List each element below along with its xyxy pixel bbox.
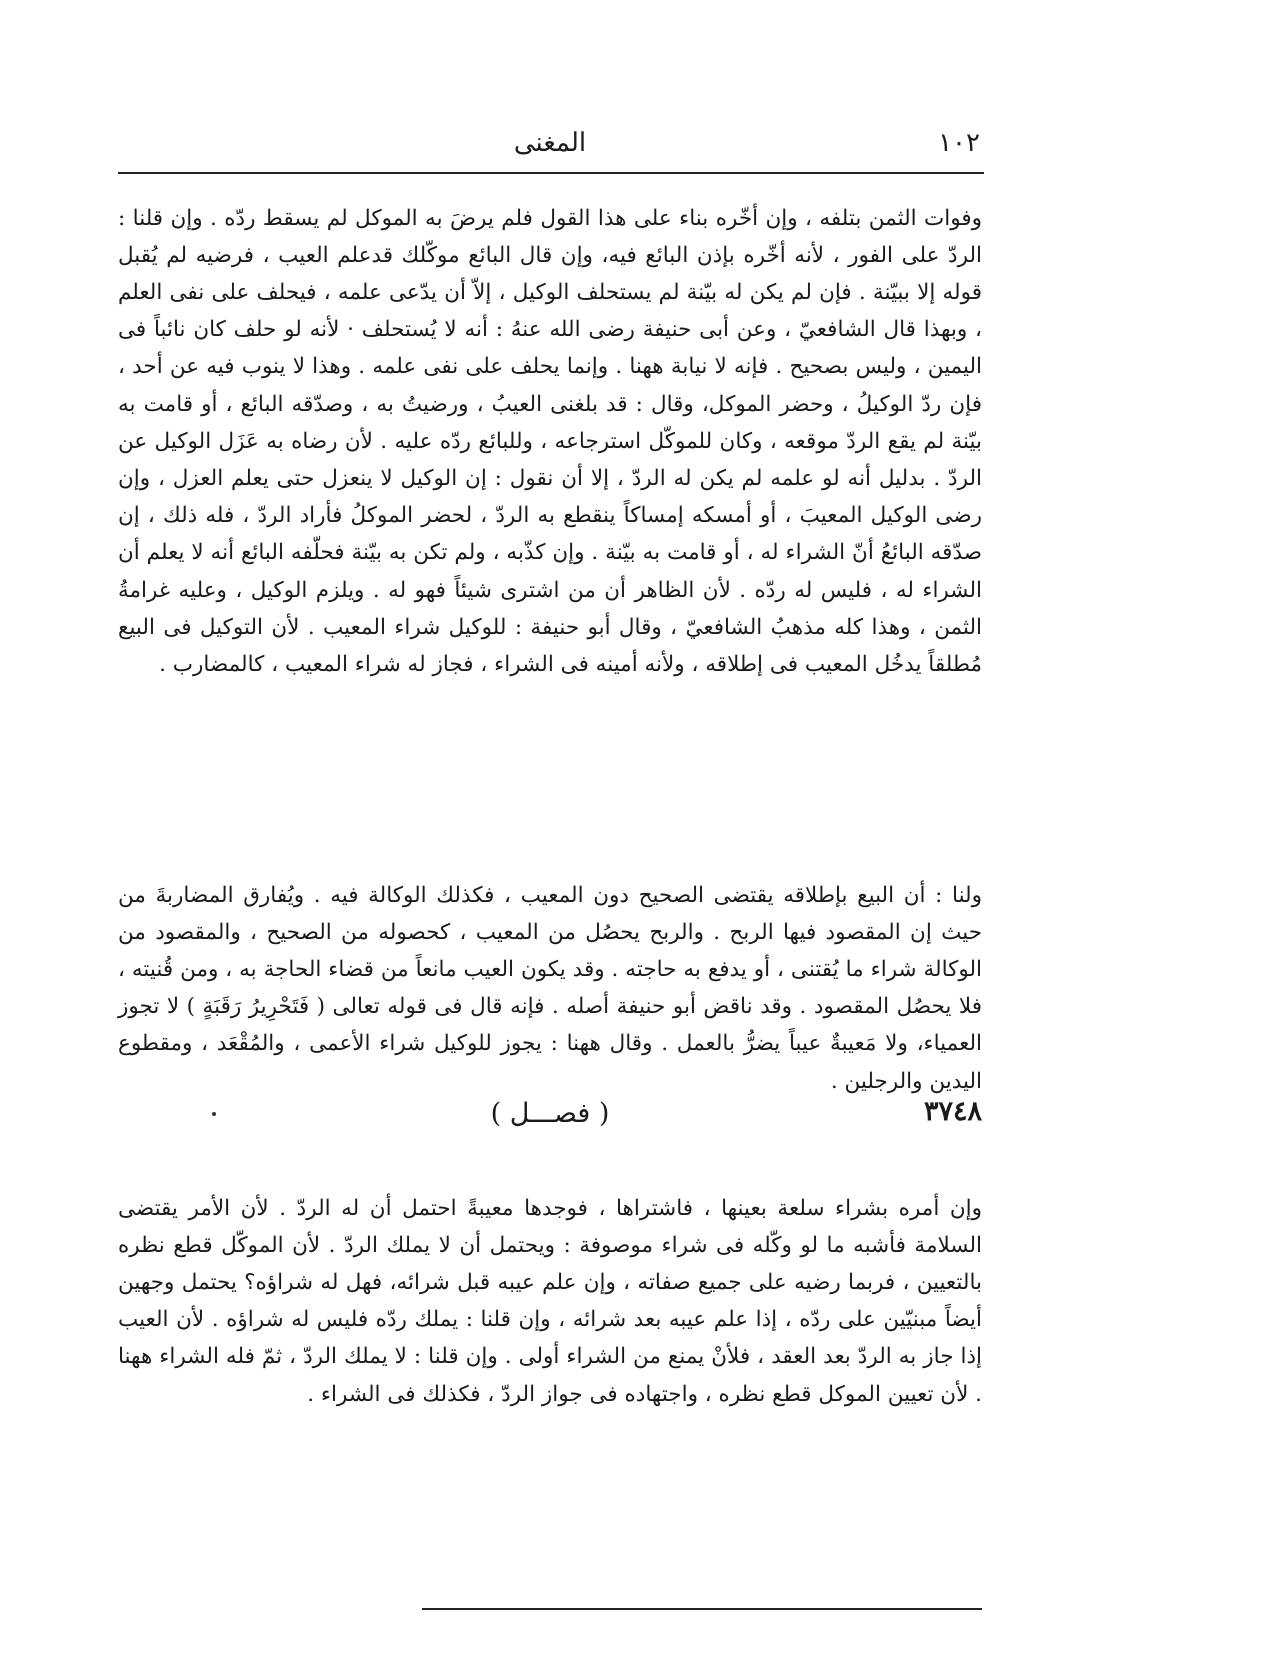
paragraph-2: ولنا : أن البيع بإطلاقه يقتضى الصحيح دون المعيب ، فكذلك الوكالة فيه . ويُفارق المضاربةَ من حيث إن المقصود فيها الربح . والربح يحصُل من المعيب ، كحصوله من الصحيح ، والمقصود من الوكالة شراء ما يُقتنى ، أو يدفع به حاجته . وقد يكون العيب مانعاً من قضاء الحاجة به ، ومن قُنيته ، فلا يحصُل المقصود . وقد ناقض أبو حنيفة أصله . فإنه قال فى قوله تعالى ( فَتَحْرِيرُ رَقَبَةٍ ) لا تجوز العمياء، ولا مَعيبةٌ عيباً يضرُّ بالعمل . وقال ههنا : يجوز للوكيل شراء الأعمى ، والمُقْعَد ، ومقطوع اليدين والرجلين . (118, 882, 982, 1094)
paragraph-1: وفوات الثمن بتلفه ، وإن أخّره بناء على هذا القول فلم يرضَ به الموكل لم يسقط ردّه . وإن قلنا : الردّ على الفور ، لأنه أخّره بإذن البائع فيه، وإن قال البائع موكّلك قدعلم العيب ، فرضيه لم يُقبل قوله إلا ببيّنة . فإن لم يكن له بيّنة لم يستحلف الوكيل ، إلاّ أن يدّعى علمه ، فيحلف على نفى العلم ، وبهذا قال الشافعيّ ، وعن أبى حنيفة رضى الله عنهُ : أنه لا يُستحلف · لأنه لو حلف كان نائباً فى اليمين ، وليس بصحيح . فإنه لا نيابة ههنا . وإنما يحلف على نفى علمه . وهذا لا ينوب فيه عن أحد ، فإن ردّ الوكيلُ ، وحضر الموكل، وقال : قد بلغنى العيبُ ، ورضيتُ به ، وصدّقه البائع ، أو قامت به بيّنة لم يقع الردّ موقعه ، وكان للموكّل استرجاعه ، وللبائع ردّه عليه . لأن رضاه به عَزَل الوكيل عن الردّ . بدليل أنه لو علمه لم يكن له الردّ ، إلا أن نقول : إن الوكيل لا ينعزل حتى يعلم العزل ، وإن رضى الوكيل المعيبَ ، أو أمسكه إمساكاً ينقطع به الردّ ، لحضر الموكلُ فأراد الردّ ، فله ذلك ، إن صدّقه البائعُ أنّ الشراء له ، أو قامت به بيّنة . وإن كذّبه ، ولم تكن به بيّنة فحلّفه البائع أنه لا يعلم أن الشراء له ، فليس له ردّه . لأن الظاهر أن من اشترى شيئاً فهو له . ويلزم الوكيل ، وعليه غرامةُ الثمن ، وهذا كله مذهبُ الشافعيّ ، وقال أبو حنيفة : للوكيل شراء المعيب . لأن التوكيل فى البيع مُطلقاً يدخُل المعيب فى إطلاقه ، ولأنه أمينه فى الشراء ، فجاز له شراء المعيب ، كالمضارب . (118, 205, 982, 677)
paragraph-3: وإن أمره بشراء سلعة بعينها ، فاشتراها ، فوجدها معيبةً احتمل أن له الردّ . لأن الأمر يقتضى السلامة فأشبه ما لو وكّله فى شراء موصوفة : ويحتمل أن لا يملك الردّ . لأن الموكّل قطع نظره بالتعيين ، فربما رضيه على جميع صفاته ، وإن علم عيبه قبل شرائه، فهل له شراؤه؟ يحتمل وجهين أيضاً مبنيّين على ردّه ، إذا علم عيبه بعد شرائه ، وإن قلنا : يملك ردّه فليس له شراؤه . لأن العيب إذا جاز به الردّ بعد العقد ، فلأنْ يمنع من الشراء أولى . وإن قلنا : لا يملك الردّ ، ثمّ فله الشراء ههنا . لأن تعيين الموكل قطع نظره ، واجتهاده فى جواز الردّ ، فكذلك فى الشراء . (118, 1195, 982, 1407)
page-header (120, 128, 980, 168)
section-number: ٣٧٤٨ (923, 1096, 982, 1127)
footer-rule (422, 1608, 982, 1610)
section-heading (118, 1096, 982, 1140)
section-title: ( فصـــل ) (490, 1098, 610, 1129)
running-title: المغنى (513, 128, 587, 158)
header-rule (118, 172, 984, 174)
page-number: ١٠٢ (938, 128, 980, 158)
